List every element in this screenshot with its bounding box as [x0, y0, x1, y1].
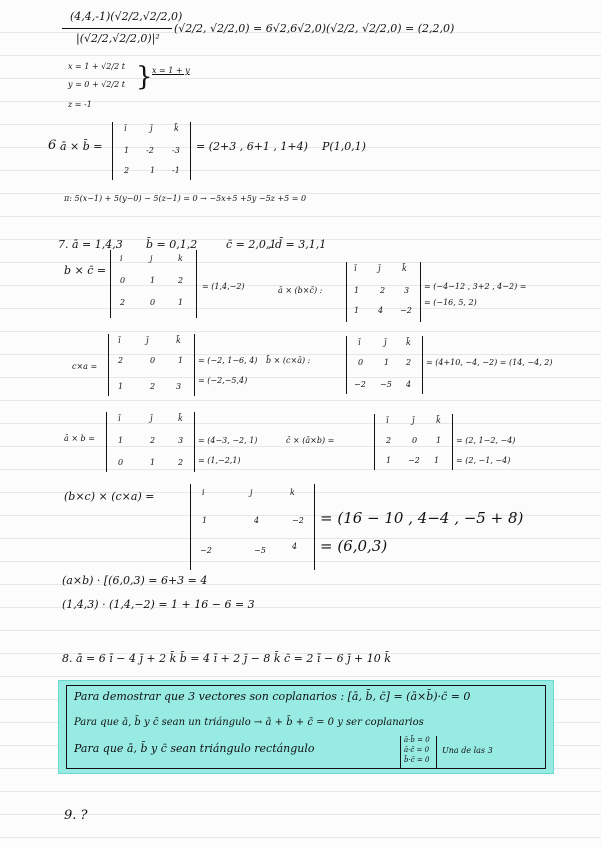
ex7-ax-m02: k̄ — [402, 264, 407, 273]
ex7-ax-m21: 4 — [378, 306, 384, 315]
ex7-bcxa-m12: 2 — [406, 358, 412, 367]
ex7-big-m20: −2 — [200, 546, 212, 555]
ex7-big-m11: 4 — [254, 516, 260, 525]
ex7-cxa-m11: 0 — [150, 356, 156, 365]
ex7-axb-m12: 3 — [178, 436, 184, 445]
theory-right-triangle: Para que ā, b̄ y c̄ sean triángulo rectángulo — [74, 742, 315, 755]
ex7-bxc-lhs: b × c̄ = — [64, 264, 107, 277]
ex7-big-left-bar — [190, 484, 191, 570]
ex7-bcxa-m02: k̄ — [406, 338, 411, 347]
ex7-bxc-m02: k — [178, 254, 183, 263]
ex7-axb-m00: ī — [118, 414, 121, 423]
ex7-caxb-left-bar — [374, 414, 375, 470]
ex7-bcxa-lhs: b̄ × (c×ā) : — [266, 356, 311, 365]
ex7-bcxa-m11: 1 — [384, 358, 390, 367]
ex7-vector-d: , d̄ = 3,1,1 — [268, 238, 327, 251]
ex7-ax-m00: ī — [354, 264, 357, 273]
ex7-big-m12: −2 — [292, 516, 304, 525]
ex7-cxa-m10: 2 — [118, 356, 124, 365]
ex7-ax-result2: = (−16, 5, 2) — [424, 298, 477, 307]
ex6-m22: -1 — [172, 166, 180, 175]
ex7-number: 7. — [58, 238, 69, 251]
ex7-caxb-m21: −2 — [408, 456, 420, 465]
ex7-cxa-m12: 1 — [178, 356, 184, 365]
ex6-label: 6 — [48, 138, 57, 153]
ex7-vector-b: b̄ = 0,1,2 — [146, 238, 198, 251]
ex5-system-note: x = 1 + y — [152, 66, 190, 75]
ex5-fraction-denominator: |(√2/2,√2/2,0)|² — [76, 32, 160, 45]
ex6-m10: 1 — [124, 146, 130, 155]
ex7-caxb-m02: k̄ — [436, 416, 441, 425]
ex7-triple-product-2: (1,4,3) · (1,4,−2) = 1 + 16 − 6 = 3 — [62, 598, 255, 611]
ex5-system-z: z = -1 — [68, 100, 92, 109]
ex7-cxa-m01: j̄ — [146, 336, 149, 345]
ex7-bcxa-m10: 0 — [358, 358, 364, 367]
ex5-fraction-bar — [62, 28, 172, 29]
ex5-system-brace: } — [136, 62, 153, 92]
ex7-axb-m01: j̄ — [150, 414, 153, 423]
ex7-bcxa-m20: −2 — [354, 380, 366, 389]
ex7-ax-m10: 1 — [354, 286, 360, 295]
ex7-bxc-m11: 1 — [150, 276, 156, 285]
ex7-bxc-m12: 2 — [178, 276, 184, 285]
ex7-bcxa-left-bar — [346, 336, 347, 394]
ex7-axb-result1: = (4−3, −2, 1) — [198, 436, 258, 445]
ex7-ax-m22: −2 — [400, 306, 412, 315]
ex7-axb-right-bar — [194, 412, 195, 472]
ex7-caxb-m22: 1 — [434, 456, 440, 465]
ex6-m02: k̄ — [174, 124, 179, 133]
ex7-ax-m12: 3 — [404, 286, 410, 295]
ex7-bcxa-result: = (4+10, −4, −2) = (14, −4, 2) — [426, 358, 553, 367]
ex7-cxa-result1: = (−2, 1−6, 4) — [198, 356, 258, 365]
ex7-cxa-m21: 2 — [150, 382, 156, 391]
ex7-big-m02: k — [290, 488, 295, 497]
theory-cond-bc: b̄·c̄ = 0 — [404, 756, 430, 764]
ex5-system-x: x = 1 + √2/2 t — [68, 62, 125, 71]
ex7-bxc-m20: 2 — [120, 298, 126, 307]
ex7-big-result1: = (16 − 10 , 4−4 , −5 + 8) — [320, 509, 524, 527]
ex7-axb-result2: = (1,−2,1) — [198, 456, 241, 465]
ex7-cxa-m20: 1 — [118, 382, 124, 391]
ex7-caxb-lhs: c̄ × (ā×b) = — [286, 436, 335, 445]
ex7-bxc-m10: 0 — [120, 276, 126, 285]
theory-cond-right-bar — [436, 736, 437, 768]
ex7-axb-m10: 1 — [118, 436, 124, 445]
ex6-m01: j̄ — [150, 124, 153, 133]
ex7-big-m22: 4 — [292, 542, 298, 551]
ex7-caxb-right-bar — [452, 414, 453, 470]
ex7-caxb-m11: 0 — [412, 436, 418, 445]
theory-coplanar: Para demostrar que 3 vectores son coplanarios : [ā, b̄, c̄] = (ā×b̄)·c̄ = 0 — [74, 690, 471, 703]
ex7-big-m01: j — [250, 488, 253, 497]
ex7-bxc-left-bar — [110, 250, 111, 318]
ex5-system-y: y = 0 + √2/2 t — [68, 80, 125, 89]
ex7-caxb-m00: ī — [386, 416, 389, 425]
ex7-cxa-lhs: c×a = — [72, 362, 98, 371]
ex7-bcxa-m00: ī — [358, 338, 361, 347]
ex9-label: 9. ? — [64, 808, 88, 823]
ex5-result: (√2/2, √2/2,0) = 6√2,6√2,0)(√2/2, √2/2,0) = (2,2,0) — [174, 22, 455, 35]
ex7-axb-m11: 2 — [150, 436, 156, 445]
ex7-big-m21: −5 — [254, 546, 266, 555]
ex6-m21: 1 — [150, 166, 156, 175]
ex7-bxc-m00: i — [120, 254, 123, 263]
ex7-ax-m20: 1 — [354, 306, 360, 315]
ex7-big-right-bar — [314, 484, 315, 570]
ex7-triple-product-1: (a×b) · [(6,0,3) = 6+3 = 4 — [62, 574, 208, 587]
ex6-plane: π: 5(x−1) + 5(y−0) − 5(z−1) = 0 → −5x+5 +5y −5z +5 = 0 — [64, 194, 307, 203]
ex7-caxb-result2: = (2, −1, −4) — [456, 456, 511, 465]
ex7-big-m00: i — [202, 488, 205, 497]
ex7-bcxa-right-bar — [422, 336, 423, 394]
ex7-bcxa-m21: −5 — [380, 380, 392, 389]
ex7-cxa-m22: 3 — [176, 382, 182, 391]
ex6-result: = (2+3 , 6+1 , 1+4) — [196, 140, 308, 153]
ex7-bcxa-m22: 4 — [406, 380, 412, 389]
ex7-bxc-right-bar — [196, 250, 197, 318]
ex7-bcxa-m01: j̄ — [384, 338, 387, 347]
ex7-ax-m01: j̄ — [378, 264, 381, 273]
ex7-ax-left-bar — [346, 262, 347, 322]
theory-cond-left-bar — [400, 736, 401, 768]
ex7-axb-m22: 2 — [178, 458, 184, 467]
ex7-big-result2: = (6,0,3) — [320, 537, 388, 555]
ex7-caxb-result1: = (2, 1−2, −4) — [456, 436, 516, 445]
ex7-axb-m20: 0 — [118, 458, 124, 467]
ex6-m00: ī — [124, 124, 127, 133]
ex7-vector-c: c̄ = 2,0,1 — [226, 238, 277, 251]
ex7-axb-m21: 1 — [150, 458, 156, 467]
ex7-caxb-m12: 1 — [436, 436, 442, 445]
ex7-caxb-m20: 1 — [386, 456, 392, 465]
ex7-big-m10: 1 — [202, 516, 208, 525]
ex7-ax-lhs: ā × (b×c̄) : — [278, 286, 323, 295]
ex7-axb-m02: k̄ — [178, 414, 183, 423]
ex7-bxc-result: = (1,4,−2) — [202, 282, 245, 291]
ex7-axb-lhs: ā × b = — [64, 434, 95, 443]
ex7-cxa-m00: ī — [118, 336, 121, 345]
ex7-bxc-m01: j — [150, 254, 153, 263]
ex6-m20: 2 — [124, 166, 130, 175]
ex7-ax-m11: 2 — [380, 286, 386, 295]
ex6-matrix-left-bar — [112, 122, 113, 180]
ex8-header: 8. ā = 6 ī − 4 j̄ + 2 k̄ b̄ = 4 ī + 2 j̄ − 8 k̄ c̄ = 2 ī − 6 j̄ + 10 k̄ — [62, 652, 391, 665]
ex7-ax-result1: = (−4−12 , 3+2 , 4−2) = — [424, 282, 527, 291]
ex7-cxa-m02: k̄ — [176, 336, 181, 345]
ex7-big-lhs: (b×c) × (c×a) = — [64, 490, 155, 503]
ex6-m12: -3 — [172, 146, 180, 155]
ex7-cxa-left-bar — [108, 334, 109, 396]
ex7-caxb-m10: 2 — [386, 436, 392, 445]
ex7-ax-right-bar — [420, 262, 421, 322]
ex6-lhs: ā × b̄ = — [60, 140, 103, 153]
theory-cond-ac: ā·c̄ = 0 — [404, 746, 430, 754]
theory-cond-ab: ā·b̄ = 0 — [404, 736, 430, 744]
ex6-point: P(1,0,1) — [322, 140, 366, 153]
ex6-matrix-right-bar — [190, 122, 191, 180]
ex6-m11: -2 — [146, 146, 154, 155]
ex7-bxc-m21: 0 — [150, 298, 156, 307]
ex7-bxc-m22: 1 — [178, 298, 184, 307]
ex7-axb-left-bar — [106, 412, 107, 472]
theory-triangle: Para que ā, b̄ y c̄ sean un triángulo → ā + b̄ + c̄ = 0 y ser coplanarios — [74, 717, 424, 728]
ex7-vector-a: ā = 1,4,3 — [72, 238, 123, 251]
theory-cond-note: Una de las 3 — [442, 746, 493, 755]
ex7-caxb-m01: j̄ — [412, 416, 415, 425]
ex7-cxa-result2: = (−2,−5,4) — [198, 376, 248, 385]
ex7-cxa-right-bar — [194, 334, 195, 396]
ex5-fraction-numerator: (4,4,-1)(√2/2,√2/2,0) — [70, 10, 183, 23]
